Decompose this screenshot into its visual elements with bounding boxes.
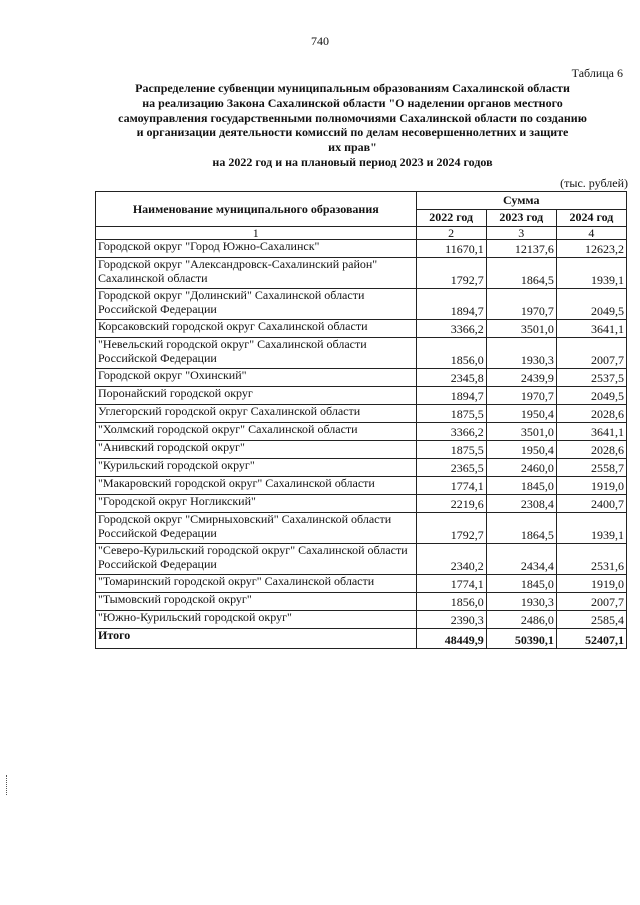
table-row xyxy=(96,441,627,459)
value-2024: 2028,6 xyxy=(556,441,626,459)
header-year-2023: 2023 год xyxy=(486,209,556,227)
value-2024: 1919,0 xyxy=(556,477,626,495)
header-year-2024: 2024 год xyxy=(556,209,626,227)
municipality-name: "Анивский городской округ" xyxy=(96,441,417,459)
value-2024: 12623,2 xyxy=(556,240,626,258)
value-2022: 3366,2 xyxy=(416,320,486,338)
value-2022: 1792,7 xyxy=(416,513,486,544)
table-row xyxy=(96,575,627,593)
value-2023: 1864,5 xyxy=(486,513,556,544)
table-row xyxy=(96,593,627,611)
value-2024: 2049,5 xyxy=(556,387,626,405)
header-sum: Сумма xyxy=(416,192,626,210)
municipality-name: Городской округ "Смирныховский" Сахалинской области Российской Федерации xyxy=(96,513,417,544)
municipality-name: Городской округ "Город Южно-Сахалинск" xyxy=(96,240,417,258)
title-line: Распределение субвенции муниципальным образованиям Сахалинской области xyxy=(135,81,570,95)
value-2023: 1930,3 xyxy=(486,338,556,369)
value-2023: 1930,3 xyxy=(486,593,556,611)
table-row xyxy=(96,369,627,387)
allocation-table xyxy=(95,191,627,649)
municipality-name: Городской округ "Охинский" xyxy=(96,369,417,387)
municipality-name: Городской округ "Долинский" Сахалинской области Российской Федерации xyxy=(96,289,417,320)
municipality-name: "Тымовский городской округ" xyxy=(96,593,417,611)
municipality-name: "Курильский городской округ" xyxy=(96,459,417,477)
value-2022: 1792,7 xyxy=(416,258,486,289)
column-index: 3 xyxy=(486,227,556,240)
value-2024: 2007,7 xyxy=(556,593,626,611)
value-2023: 3501,0 xyxy=(486,423,556,441)
value-2024: 2400,7 xyxy=(556,495,626,513)
value-2022: 1894,7 xyxy=(416,387,486,405)
table-row xyxy=(96,477,627,495)
table-row xyxy=(96,423,627,441)
table-row xyxy=(96,240,627,258)
municipality-name: "Макаровский городской округ" Сахалинской области xyxy=(96,477,417,495)
total-2023: 50390,1 xyxy=(486,629,556,649)
municipality-name: "Южно-Курильский городской округ" xyxy=(96,611,417,629)
value-2022: 2340,2 xyxy=(416,544,486,575)
value-2023: 1970,7 xyxy=(486,387,556,405)
value-2023: 3501,0 xyxy=(486,320,556,338)
table-row xyxy=(96,258,627,289)
municipality-name: "Томаринский городской округ" Сахалинской области xyxy=(96,575,417,593)
value-2023: 2434,4 xyxy=(486,544,556,575)
value-2024: 2585,4 xyxy=(556,611,626,629)
scan-margin-mark xyxy=(6,775,8,795)
title-line: на 2022 год и на плановый период 2023 и 2024 годов xyxy=(212,154,493,169)
value-2024: 2028,6 xyxy=(556,405,626,423)
total-2022: 48449,9 xyxy=(416,629,486,649)
value-2022: 1856,0 xyxy=(416,593,486,611)
value-2024: 2007,7 xyxy=(556,338,626,369)
value-2024: 3641,1 xyxy=(556,423,626,441)
value-2023: 2439,9 xyxy=(486,369,556,387)
municipality-name: "Холмский городской округ" Сахалинской области xyxy=(96,423,417,441)
value-2022: 1875,5 xyxy=(416,441,486,459)
table-row xyxy=(96,289,627,320)
table-row xyxy=(96,544,627,575)
value-2023: 1845,0 xyxy=(486,575,556,593)
value-2023: 1970,7 xyxy=(486,289,556,320)
value-2024: 1939,1 xyxy=(556,513,626,544)
table-row xyxy=(96,405,627,423)
value-2024: 2537,5 xyxy=(556,369,626,387)
title-line: их прав" xyxy=(328,140,377,155)
table-row xyxy=(96,513,627,544)
value-2022: 2219,6 xyxy=(416,495,486,513)
value-2024: 2558,7 xyxy=(556,459,626,477)
value-2022: 11670,1 xyxy=(416,240,486,258)
value-2023: 1845,0 xyxy=(486,477,556,495)
header-year-2022: 2022 год xyxy=(416,209,486,227)
value-2022: 1894,7 xyxy=(416,289,486,320)
units-label: (тыс. рублей) xyxy=(560,176,628,190)
value-2022: 1774,1 xyxy=(416,575,486,593)
value-2024: 2049,5 xyxy=(556,289,626,320)
municipality-name: Корсаковский городской округ Сахалинской области xyxy=(96,320,417,338)
value-2023: 2460,0 xyxy=(486,459,556,477)
total-label: Итого xyxy=(96,629,417,649)
table-row xyxy=(96,320,627,338)
column-index: 1 xyxy=(96,227,417,240)
title-line: и организации деятельности комиссий по делам несовершеннолетних и защите xyxy=(136,125,569,140)
value-2023: 1950,4 xyxy=(486,405,556,423)
page-number: 740 xyxy=(311,34,329,48)
header-municipality: Наименование муниципального образования xyxy=(96,192,417,227)
table-body xyxy=(96,240,627,629)
municipality-name: Поронайский городской округ xyxy=(96,387,417,405)
value-2022: 1875,5 xyxy=(416,405,486,423)
value-2024: 1919,0 xyxy=(556,575,626,593)
table-row xyxy=(96,611,627,629)
value-2023: 1864,5 xyxy=(486,258,556,289)
table-row xyxy=(96,387,627,405)
column-index: 2 xyxy=(416,227,486,240)
table-row xyxy=(96,495,627,513)
value-2022: 2390,3 xyxy=(416,611,486,629)
value-2023: 12137,6 xyxy=(486,240,556,258)
value-2023: 2308,4 xyxy=(486,495,556,513)
table-row xyxy=(96,338,627,369)
title-line: на реализацию Закона Сахалинской области "О наделении органов местного xyxy=(142,95,563,110)
value-2023: 2486,0 xyxy=(486,611,556,629)
value-2022: 2365,5 xyxy=(416,459,486,477)
value-2022: 3366,2 xyxy=(416,423,486,441)
document-title xyxy=(104,81,601,170)
value-2022: 2345,8 xyxy=(416,369,486,387)
municipality-name: "Городской округ Ногликский" xyxy=(96,495,417,513)
value-2024: 2531,6 xyxy=(556,544,626,575)
municipality-name: Городской округ "Александровск-Сахалинский район" Сахалинской области xyxy=(96,258,417,289)
value-2023: 1950,4 xyxy=(486,441,556,459)
value-2022: 1774,1 xyxy=(416,477,486,495)
total-row xyxy=(96,629,627,649)
title-line: самоуправления государственными полномочиями Сахалинской области по созданию xyxy=(118,110,587,125)
municipality-name: Углегорский городской округ Сахалинской области xyxy=(96,405,417,423)
value-2024: 1939,1 xyxy=(556,258,626,289)
table-label: Таблица 6 xyxy=(571,66,623,80)
municipality-name: "Невельский городской округ" Сахалинской области Российской Федерации xyxy=(96,338,417,369)
total-2024: 52407,1 xyxy=(556,629,626,649)
table-row xyxy=(96,459,627,477)
municipality-name: "Северо-Курильский городской округ" Сахалинской области Российской Федерации xyxy=(96,544,417,575)
value-2024: 3641,1 xyxy=(556,320,626,338)
value-2022: 1856,0 xyxy=(416,338,486,369)
column-index: 4 xyxy=(556,227,626,240)
